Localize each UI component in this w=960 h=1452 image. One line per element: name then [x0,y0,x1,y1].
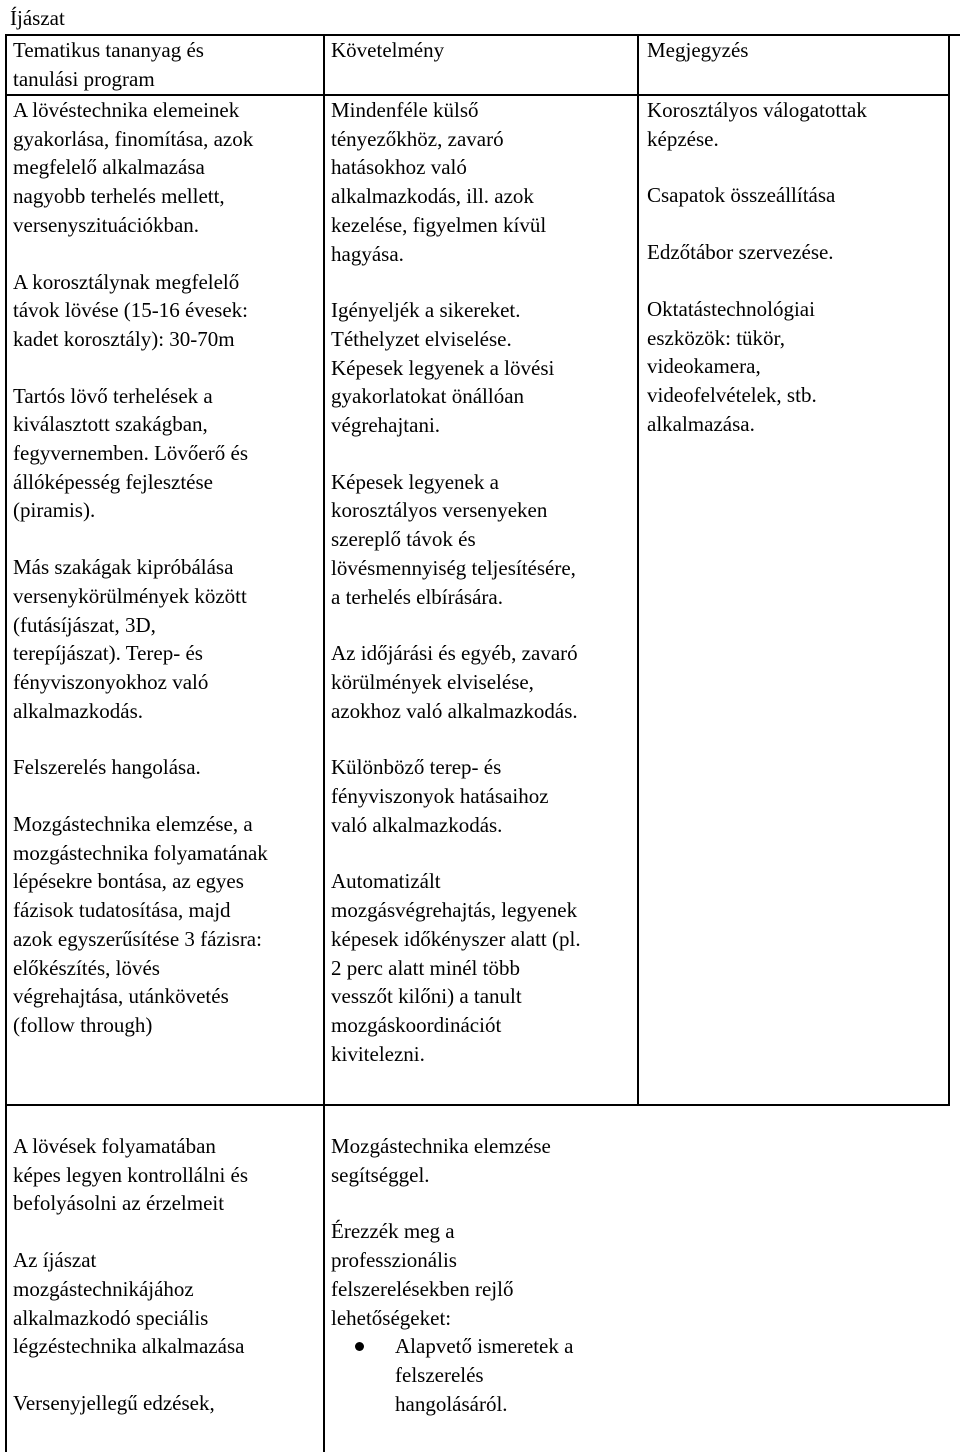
requirement-paragraph: Mozgástechnika elemzése segítséggel. [331,1134,551,1187]
curriculum-table [5,34,950,1452]
requirement-paragraph: Mindenféle külső tényezőkhöz, zavaró hatásokhoz való alkalmazkodás, ill. azok kezelése, figyelmen kívül hagyása. [331,98,547,266]
requirement-paragraph: Érezzék meg a professzionális felszerelésekben rejlő lehetőségeket: [331,1219,514,1330]
note-paragraph: Edzőtábor szervezése. [647,240,834,265]
bullet-dot-icon [355,1342,364,1351]
header-cell-note [647,36,942,65]
requirement-paragraph: Automatizált mozgásvégrehajtás, legyenek képesek időkényszer alatt (pl. 2 perc alatt minél több vesszőt kilőni) a tanult mozgáskoordinációt kivitelezni. [331,869,581,1066]
column-divider-3 [948,36,950,1106]
column-divider-1 [323,36,325,1452]
table-border-extension [950,34,960,36]
header-topic: Tematikus tananyag és tanulási program [13,38,204,91]
note-paragraph: Oktatástechnológiai eszközök: tükör, videokamera, videofelvételek, stb. alkalmazása. [647,296,817,436]
bullet-text: Alapvető ismeretek a felszerelés hangolásáról. [395,1334,574,1416]
row-divider [7,1104,950,1106]
page-title: Íjászat [10,6,65,30]
topic-paragraph: Más szakágak kipróbálása versenykörülmények között (futásíjászat, 3D, terepíjászat). Terep- és fényviszonyokhoz való alkalmazkodás. [13,555,247,723]
topic-paragraph: Az íjászat mozgástechnikájához alkalmazkodó speciális légzéstechnika alkalmazása [13,1248,245,1359]
header-note: Megjegyzés [647,38,749,62]
header-requirement: Követelmény [331,38,445,62]
requirement-paragraph: Különböző terep- és fényviszonyok hatásaihoz való alkalmazkodás. [331,755,549,837]
topic-paragraph: Tartós lövő terhelések a kiválasztott szakágban, fegyvernemben. Lövőerő és állóképesség fejlesztése (piramis). [13,383,248,523]
requirement-paragraph: Igényeljék a sikereket. Téthelyzet elviselése. Képesek legyenek a lövési gyakorlatokat önállóan végrehajtani. [331,298,555,438]
topic-paragraph: A lövések folyamatában képes legyen kontrollálni és befolyásolni az érzelmeit [13,1134,249,1216]
topic-paragraph: Felszerelés hangolása. [13,755,201,780]
row1-requirement-cell [331,96,635,1068]
note-paragraph: Csapatok összeállítása [647,183,836,208]
bullet-item [331,1332,635,1418]
header-cell-topic [13,36,318,93]
note-paragraph: Korosztályos válogatottak képzése. [647,98,867,151]
row2-topic-cell [13,1132,321,1418]
topic-paragraph: Versenyjellegű edzések, [13,1390,215,1415]
header-cell-requirement [331,36,631,65]
topic-paragraph: Mozgástechnika elemzése, a mozgástechnika folyamatának lépésekre bontása, az egyes fázisok tudatosítása, majd azok egyszerűsítése 3 fázisra: előkészítés, lövés végrehajtása, utánkövetés (follow through) [13,812,268,1037]
topic-paragraph: A korosztálynak megfelelő távok lövése (15-16 évesek: kadet korosztály): 30-70m [13,269,249,351]
requirement-paragraph: Képesek legyenek a korosztályos versenyeken szereplő távok és lövésmennyiség teljesítésére, a terhelés elbírására. [331,469,576,609]
requirement-paragraph: Az időjárási és egyéb, zavaró körülmények elviselése, azokhoz való alkalmazkodás. [331,641,578,723]
row1-topic-cell [13,96,321,1040]
bullet-list [331,1332,635,1418]
topic-paragraph: A lövéstechnika elemeinek gyakorlása, finomítása, azok megfelelő alkalmazása nagyobb terhelés mellett, versenyszituációkban. [13,98,254,237]
column-divider-2 [637,36,639,1106]
row2-requirement-cell [331,1132,635,1418]
row1-note-cell [647,96,945,438]
